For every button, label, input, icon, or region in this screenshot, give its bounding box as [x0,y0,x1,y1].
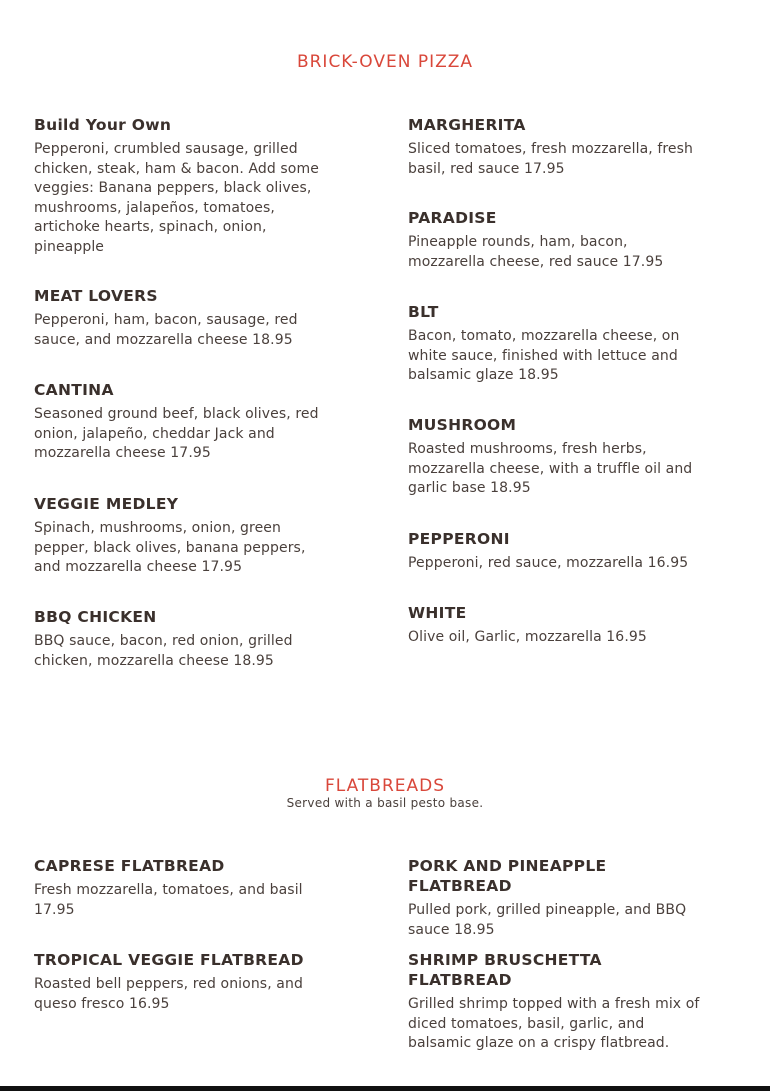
item-description: Fresh mozzarella, tomatoes, and basil 17.95 [34,882,303,918]
item-description: Sliced tomatoes, fresh mozzarella, fresh basil, red sauce 17.95 [408,141,694,177]
item-description: Olive oil, Garlic, mozzarella 16.95 [408,629,647,645]
item-description: Pepperoni, red sauce, mozzarella 16.95 [408,555,689,571]
item-name: SHRIMP BRUSCHETTA FLATBREAD [408,951,602,989]
item-description: BBQ sauce, bacon, red onion, grilled chicken, mozzarella cheese 18.95 [34,633,293,669]
item-name: MARGHERITA [408,116,526,134]
menu-item [34,380,324,464]
item-name: MUSHROOM [408,416,517,434]
item-name: PARADISE [408,209,497,227]
item-description: Grilled shrimp topped with a fresh mix of diced tomatoes, basil, garlic, and balsamic glaze on a crispy flatbread. [408,996,700,1052]
menu-item [408,603,708,648]
item-name: PEPPERONI [408,530,510,548]
flatbreads-subtitle: Served with a basil pesto base. [286,796,484,810]
menu-item [34,494,324,578]
item-name: CAPRESE FLATBREAD [34,857,225,875]
menu-item [408,529,708,574]
menu-item [408,115,708,179]
menu-item [34,856,324,920]
menu-item [408,415,708,499]
page-bottom-border [0,1086,770,1091]
item-description: Pepperoni, ham, bacon, sausage, red sauce, and mozzarella cheese 18.95 [34,312,298,348]
item-name: CANTINA [34,381,114,399]
menu-item [34,607,324,671]
item-description: Pulled pork, grilled pineapple, and BBQ sauce 18.95 [408,902,687,938]
item-name: WHITE [408,604,467,622]
item-description: Seasoned ground beef, black olives, red onion, jalapeño, cheddar Jack and mozzarella cheese 17.95 [34,406,319,462]
item-name: PORK AND PINEAPPLE FLATBREAD [408,857,607,895]
item-description: Pineapple rounds, ham, bacon, mozzarella cheese, red sauce 17.95 [408,234,664,270]
item-name: Build Your Own [34,116,172,134]
item-description: Roasted bell peppers, red onions, and queso fresco 16.95 [34,976,303,1012]
item-name: MEAT LOVERS [34,287,158,305]
item-name: BBQ CHICKEN [34,608,157,626]
menu-item [34,950,324,1014]
item-description: Roasted mushrooms, fresh herbs, mozzarella cheese, with a truffle oil and garlic base 18.95 [408,441,693,497]
menu-item [408,302,708,386]
item-description: Spinach, mushrooms, onion, green pepper, black olives, banana peppers, and mozzarella cheese 17.95 [34,520,306,576]
menu-item [34,115,324,258]
menu-item [34,286,324,350]
item-name: VEGGIE MEDLEY [34,495,179,513]
item-name: TROPICAL VEGGIE FLATBREAD [34,951,304,969]
flatbreads-section-title: FLATBREADS [324,776,446,796]
menu-item [408,950,708,1054]
pizza-section-title: BRICK-OVEN PIZZA [296,52,474,72]
item-description: Pepperoni, crumbled sausage, grilled chicken, steak, ham & bacon. Add some veggies: Banana peppers, black olives, mushrooms, jalapeños, tomatoes, artichoke hearts, spinach, onion, pineapple [34,141,319,255]
menu-item [408,856,708,940]
menu-item [408,208,708,272]
item-description: Bacon, tomato, mozzarella cheese, on white sauce, finished with lettuce and balsamic glaze 18.95 [408,328,680,384]
item-name: BLT [408,303,439,321]
